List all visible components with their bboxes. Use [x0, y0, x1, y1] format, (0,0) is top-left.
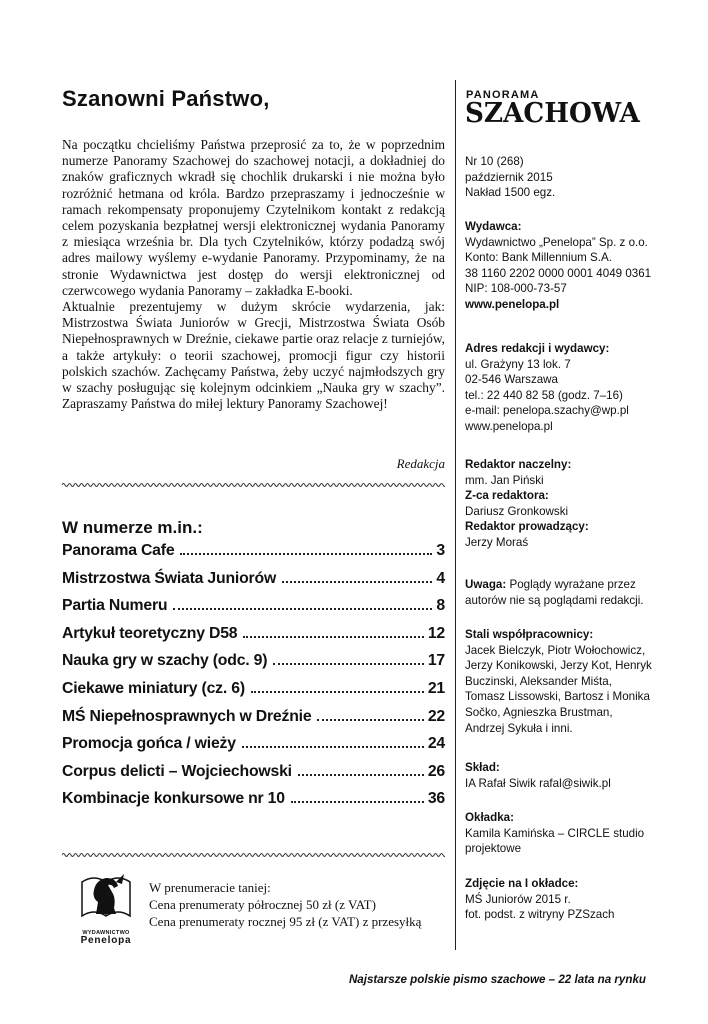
toc-entry-title: MŚ Niepełnosprawnych w Dreźnie: [62, 707, 312, 725]
masthead-small: PANORAMA: [466, 89, 540, 101]
toc-entry[interactable]: [62, 680, 445, 708]
table-of-contents: [62, 542, 445, 818]
toc-entry-page: 4: [436, 569, 445, 587]
toc-entry[interactable]: [62, 790, 445, 818]
address-label: Adres redakcji i wydawcy:: [465, 342, 610, 355]
toc-entry[interactable]: [62, 708, 445, 736]
toc-entry-page: 24: [427, 735, 445, 753]
masthead-title: SZACHOWA: [465, 98, 640, 129]
toc-entry-page: 12: [427, 624, 445, 642]
cover-label: Okładka:: [465, 811, 514, 824]
publisher-info: [465, 219, 700, 313]
publisher-line: Wydawnictwo „Penelopa” Sp. z o.o.: [465, 235, 648, 249]
toc-leader-dots: [282, 581, 432, 583]
chief-editor: mm. Jan Piński: [465, 473, 544, 487]
cover-line: projektowe: [465, 842, 522, 856]
issue-number: Nr 10 (268): [465, 155, 524, 168]
signature: Redakcja: [396, 456, 445, 471]
note-info: [465, 577, 700, 608]
toc-entry-page: 36: [427, 790, 445, 808]
intro-paragraph: Aktualnie prezentujemy w dużym skrócie wydarzenia, jak: Mistrzostwa Świata Juniorów w Grecji, Mistrzostwa Świata Osób Niepełnosprawnych w Dreźnie, ciekawe partie oraz relacje z turniejów, a także artykuły: o teorii szachowej, promocji figur czy historii polskich szachów. Zachęcamy Państwa, żeby uczyć najmłodszych gry w szachy posługując się kolejnym odcinkiem „Nauka gry w szachy”. Zapraszamy Państwa do miłej lektury Panoramy Szachowej!: [62, 299, 445, 412]
cover-line: Kamila Kamińska – CIRCLE studio: [465, 826, 645, 840]
issue-info: [465, 154, 700, 201]
subscription-line: Cena prenumeraty rocznej 95 zł (z VAT) z przesyłką: [149, 914, 422, 929]
penelopa-logo: [72, 868, 140, 946]
cover-info: [465, 810, 700, 857]
photo-line: MŚ Juniorów 2015 r.: [465, 892, 571, 906]
contributors-line: Andrzej Sykuła i inni.: [465, 721, 573, 735]
wavy-divider: [62, 481, 445, 489]
toc-entry[interactable]: [62, 735, 445, 763]
toc-leader-dots: [251, 691, 424, 693]
toc-entry-page: 22: [427, 707, 445, 725]
address-email[interactable]: e-mail: penelopa.szachy@wp.pl: [465, 404, 629, 418]
toc-entry-title: Kombinacje konkursowe nr 10: [62, 790, 285, 808]
photo-line: fot. podst. z witryny PZSzach: [465, 908, 615, 922]
publisher-line: 38 1160 2202 0000 0001 4049 0361: [465, 266, 652, 280]
contributors-line: Sočko, Agnieszka Brustman,: [465, 705, 613, 719]
toc-entry-page: 21: [427, 679, 445, 697]
toc-entry[interactable]: [62, 763, 445, 791]
subscription-line: Cena prenumeraty półrocznej 50 zł (z VAT): [149, 897, 376, 912]
contributors-line: Tomasz Lissowski, Bartosz i Monika: [465, 690, 650, 704]
toc-leader-dots: [243, 636, 423, 638]
lead-editor-label: Redaktor prowadzący:: [465, 520, 589, 534]
wavy-divider: [62, 851, 445, 859]
note-text: autorów nie są poglądami redakcji.: [465, 593, 644, 607]
toc-leader-dots: [180, 553, 432, 555]
note-text: Poglądy wyrażane przez: [506, 578, 636, 591]
logo-wordmark: Penelopa: [80, 935, 132, 946]
intro-text: [62, 137, 445, 412]
typesetting-label: Skład:: [465, 761, 500, 774]
toc-entry-title: Partia Numeru: [62, 597, 168, 615]
issue-date: październik 2015: [465, 170, 553, 184]
toc-leader-dots: [317, 719, 423, 721]
intro-paragraph: Na początku chcieliśmy Państwa przeprosić za to, że w poprzednim numerze Panoramy Szachowej do szachowej notacji, a dokładniej do znaków graficznych wkradł się chochlik drukarski i nie można było rozróżnić hetmana od króla. Bardzo przepraszamy i jednocześnie w ramach rekompensaty proponujemy Czytelnikom kontakt z redakcją celem pozyskania bezpłatnej wersji elektronicznej wydania Panoramy z miesiąca września br. Dla tych Czytelników, którzy podadzą swój adres mailowy wyślemy e-wydanie Panoramy. Przypominamy, że na stronie Wydawnictwa jest dostęp do wersji elektronicznej od czerwcowego wydania Panoramy – zakładka E-booki.: [62, 137, 445, 298]
toc-entry-page: 8: [436, 597, 445, 615]
contributors-info: [465, 627, 700, 736]
photo-label: Zdjęcie na I okładce:: [465, 877, 579, 890]
toc-entry-title: Ciekawe miniatury (cz. 6): [62, 679, 245, 697]
contributors-line: Jerzy Konikowski, Jerzy Kot, Henryk: [465, 659, 652, 673]
toc-entry[interactable]: [62, 542, 445, 570]
toc-entry-title: Nauka gry w szachy (odc. 9): [62, 652, 268, 670]
chief-editor-label: Redaktor naczelny:: [465, 458, 572, 471]
toc-entry[interactable]: [62, 652, 445, 680]
subscription-info: [149, 879, 421, 930]
publisher-line: Konto: Bank Millennium S.A.: [465, 251, 612, 265]
logo-caption: WYDAWNICTWO: [82, 930, 130, 936]
toc-title: W numerze m.in.:: [62, 518, 203, 537]
contributors-label: Stali współpracownicy:: [465, 628, 594, 641]
issue-circulation: Nakład 1500 egz.: [465, 186, 556, 200]
address-info: [465, 341, 700, 435]
deputy-editor: Dariusz Gronkowski: [465, 504, 569, 518]
toc-entry-title: Panorama Cafe: [62, 542, 175, 559]
toc-entry[interactable]: [62, 570, 445, 598]
lead-editor: Jerzy Moraś: [465, 535, 529, 549]
page-heading: Szanowni Państwo,: [62, 86, 270, 111]
editors-info: [465, 457, 700, 551]
toc-entry-page: 3: [436, 542, 445, 559]
publisher-website-link[interactable]: www.penelopa.pl: [465, 297, 560, 311]
toc-entry[interactable]: [62, 625, 445, 653]
address-line: ul. Grażyny 13 lok. 7: [465, 357, 571, 371]
typesetting-info: [465, 760, 700, 791]
footer-tagline: Najstarsze polskie pismo szachowe – 22 lata na rynku: [348, 973, 646, 986]
address-phone: tel.: 22 440 82 58 (godz. 7–16): [465, 388, 623, 402]
publisher-label: Wydawca:: [465, 220, 522, 233]
toc-entry-title: Promocja gońca / wieży: [62, 735, 236, 753]
toc-entry-title: Mistrzostwa Świata Juniorów: [62, 569, 277, 587]
toc-entry[interactable]: [62, 597, 445, 625]
subscription-line: W prenumeracie taniej:: [149, 880, 271, 895]
toc-entry-title: Corpus delicti – Wojciechowski: [62, 762, 292, 780]
toc-leader-dots: [273, 663, 424, 665]
photo-info: [465, 876, 700, 923]
address-website[interactable]: www.penelopa.pl: [465, 419, 553, 433]
toc-leader-dots: [291, 801, 424, 803]
toc-leader-dots: [298, 774, 424, 776]
address-line: 02-546 Warszawa: [465, 373, 559, 387]
toc-leader-dots: [242, 746, 424, 748]
toc-entry-title: Artykuł teoretyczny D58: [62, 624, 238, 642]
horse-book-icon: [72, 868, 140, 924]
contributors-line: Jacek Bielczyk, Piotr Wołochowicz,: [465, 643, 646, 657]
typesetting-text: IA Rafał Siwik rafal@siwik.pl: [465, 776, 611, 790]
contributors-line: Buczinski, Aleksander Miśta,: [465, 674, 612, 688]
deputy-editor-label: Z-ca redaktora:: [465, 489, 549, 503]
publisher-line: NIP: 108-000-73-57: [465, 282, 567, 296]
toc-leader-dots: [173, 608, 432, 610]
toc-entry-page: 17: [427, 652, 445, 670]
note-label: Uwaga:: [465, 578, 507, 591]
toc-entry-page: 26: [427, 762, 445, 780]
column-divider: [455, 80, 456, 950]
